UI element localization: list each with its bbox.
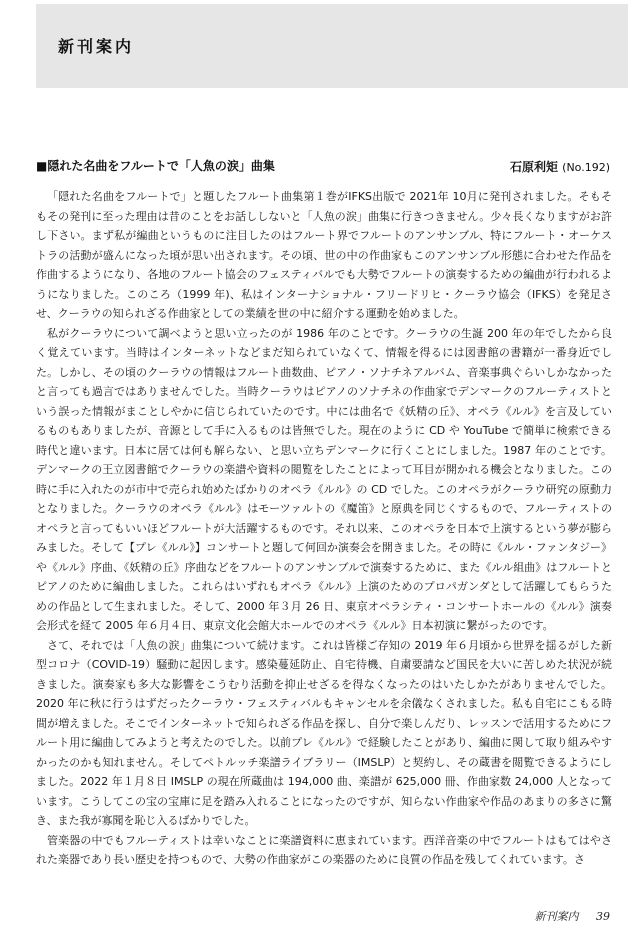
section-label: 新刊案内 — [58, 37, 135, 56]
author — [510, 158, 610, 175]
paragraph-4: 管楽器の中でもフルーティストは幸いなことに楽譜資料に恵まれています。西洋音楽の中でフルートはもてはやされた楽器であり長い歴史を持つもので、大勢の作曲家がこの楽器のために良質の作品を残してくれています。さ — [36, 833, 612, 866]
page-number: 39 — [596, 910, 610, 923]
author-number: (No.192) — [562, 161, 610, 174]
paragraph-3: さて、それでは「人魚の涙」曲集について続けます。これは皆様ご存知の 2019 年６月頃から世界を揺るがした新型コロナ（COVID-19）騒動に起因します。感染蔓延防止、自宅待機、自粛要請など国民を大いに苦しめた状況が続きました。演奏家も多大な影響をこうむり活動を抑止せざるを得なくなったのはいたしかたがありませんでした。2020 年に秋に行うはずだったクーラウ・フェスティバルもキャンセルを余儀なくされました。私も自宅にこもる時間が増えました。そこでインターネットで知られざる作品を探し、自分で楽しんだり、レッスンで活用するためにフルート用に編曲してみようと考えたのでした。以前プレ《ルル》で経験したことがあり、編曲に関して取り組みやすかったのかも知れません。そしてペトルッチ楽譜ライブラリー（IMSLP）と契約し、その蔵書を閲覧できるようにしました。2022 年１月８日 IMSLP の現在所蔵曲は 194,000 曲、楽譜が 625,000 冊、作曲家数 24,000 人となっています。こうしてこの宝の宝庫に足を踏み入れることになったのですが、知らない作曲家や作品のあまりの多さに驚き、また我が寡聞を恥じ入るばかりでした。 — [36, 638, 612, 827]
article-title: ■隠れた名曲をフルートで「人魚の涙」曲集 — [36, 159, 275, 173]
page-footer — [535, 908, 611, 924]
paragraph-2: 私がクーラウについて調べようと思い立ったのが 1986 年のことです。クーラウの生誕 200 年の年でしたから良く覚えています。当時はインターネットなどまだ知られていなくて、情報を得るには図書館の書籍が一番身近でした。しかし、その頃のクーラウの情報はフルート曲数曲、ピアノ・ソナチネアルバム、音楽事典ぐらいしかなかったと言っても過言ではありませんでした。当時クーラウはピアノのソナチネの作曲家でデンマークのフルーティストという誤った情報がまことしやかに信じられていたのです。中には曲名で《妖精の丘》、オペラ《ルル》を言及しているものもありましたが、音源として手に入るものは皆無でした。現在のように CD や YouTube で簡単に検索できる時代と違います。日本に居ては何も解らない、と思い立ちデンマークに行くことにしました。1987 年のことです。デンマークの王立図書館でクーラウの楽譜や資料の閲覧をしたことによって耳目が開かれる機会となりました。この時に手に入れたのが市中で売られ始めたばかりのオペラ《ルル》の CD でした。このオペラがクーラウ研究の原動力となりました。クーラウのオペラ《ルル》はモーツァルトの《魔笛》と原典を同じくするもので、フルーティストのオペラと言ってもいいほどフルートが大活躍するものです。それ以来、このオペラを日本で上演するという夢が膨らみました。そして【プレ《ルル》】コンサートと題して何回か演奏会を開きました。その時に《ルル・ファンタジー》や《ルル》序曲、《妖精の丘》序曲などをフルートのアンサンブルで演奏するために、また《ルル組曲》はフルートとピアノのために編曲しました。これらはいずれもオペラ《ルル》上演のためのプロパガンダとして活躍してもらうための作品として生まれました。そして、2000 年３月 26 日、東京オペラシティ・コンサートホールの《ルル》演奏会形式を経て 2005 年６月４日、東京文化会館大ホールでのオペラ《ルル》日本初演に繋がったのです。 — [36, 326, 612, 632]
article-body — [36, 187, 612, 870]
author-name: 石原利矩 — [509, 160, 558, 174]
footer-section-name: 新刊案内 — [534, 910, 579, 923]
paragraph-1: 「隠れた名曲をフルートで」と題したフルート曲集第１巻がIFKS出版で 2021年 10月に発刊されました。そもそもその発刊に至った理由は昔のことをお話ししないと「人魚の涙」曲集に行きつきません。少々長くなりますがお許し下さい。まず私が編曲というものに注目したのはフルート界でフルートのアンサンブル、特にフルート・オーケストラの活動が盛んになった頃が思い出されます。その頃、世の中の作曲家もこのアンサンブル形態に合わせた作品を作曲するようになり、各地のフルート協会のフェスティバルでも大勢でフルートの演奏するための編曲が行われるようになりました。このころ（1999 年)、私はインターナショナル・フリードリヒ・クーラウ協会（IFKS）を発足させ、クーラウの知られざる作曲家としての業績を世の中に紹介する運動を始めました。 — [36, 190, 612, 320]
